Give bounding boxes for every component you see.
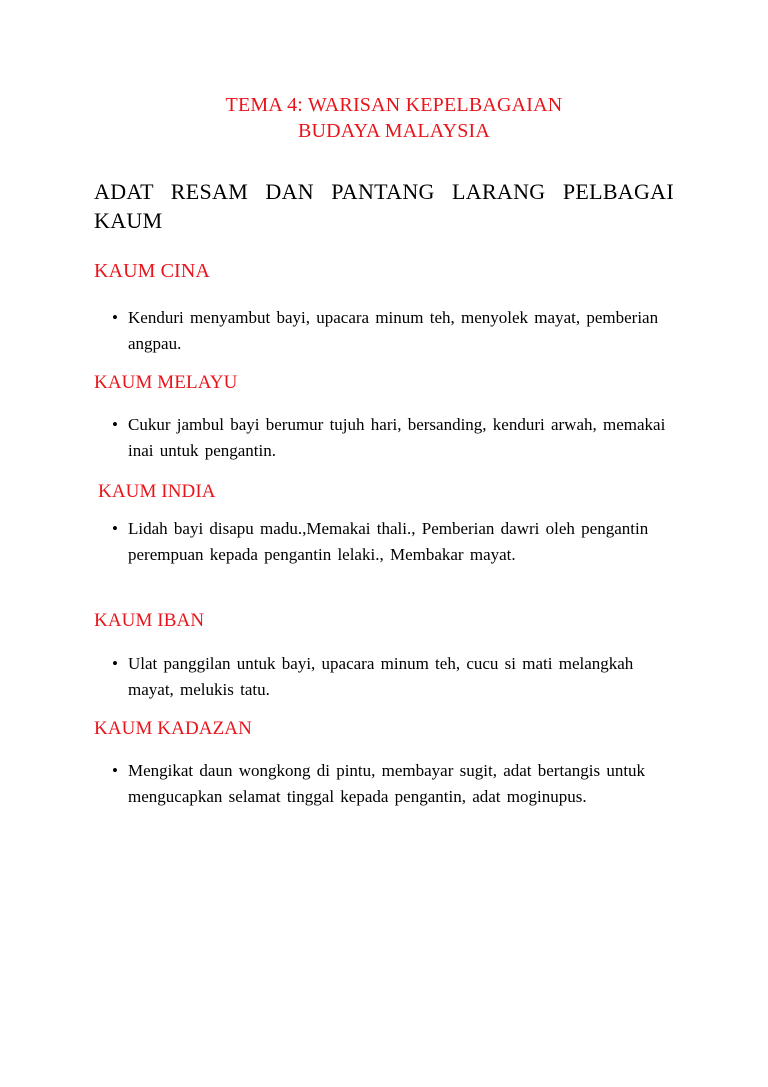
bullet-item-kaum-india [94, 516, 674, 568]
bullet-item-kaum-melayu [94, 412, 674, 464]
bullet-dot: • [112, 415, 118, 434]
bullet-dot: • [112, 308, 118, 327]
bullet-item-kaum-cina [94, 305, 674, 357]
section-heading-kaum-cina: KAUM CINA [94, 260, 210, 282]
bullet-dot: • [112, 761, 118, 780]
title-line-1: TEMA 4: WARISAN KEPELBAGAIAN [225, 94, 563, 116]
bullet-item-kaum-kadazan [94, 758, 674, 810]
bullet-item-kaum-iban [94, 651, 674, 703]
document-subheading: ADAT RESAM DAN PANTANG LARANG PELBAGAI KAUM [94, 179, 674, 233]
bullet-dot: • [112, 654, 118, 673]
bullet-dot: • [112, 519, 118, 538]
section-heading-kaum-iban: KAUM IBAN [94, 610, 205, 631]
document-title [0, 92, 768, 144]
section-heading-kaum-melayu: KAUM MELAYU [94, 372, 238, 393]
bullet-text: Kenduri menyambut bayi, upacara minum teh, menyolek mayat, pemberian angpau. [128, 308, 659, 353]
section-heading-kaum-india: KAUM INDIA [98, 481, 216, 502]
title-line-2: BUDAYA MALAYSIA [297, 120, 491, 142]
section-heading-kaum-kadazan: KAUM KADAZAN [94, 718, 252, 739]
bullet-text: Lidah bayi disapu madu.,Memakai thali., Pemberian dawri oleh pengantin perempuan kepada pengantin lelaki., Membakar mayat. [128, 519, 649, 564]
bullet-text: Mengikat daun wongkong di pintu, membayar sugit, adat bertangis untuk mengucapkan selamat tinggal kepada pengantin, adat moginupus. [128, 761, 646, 806]
bullet-text: Cukur jambul bayi berumur tujuh hari, bersanding, kenduri arwah, memakai inai untuk pengantin. [128, 415, 666, 460]
bullet-text: Ulat panggilan untuk bayi, upacara minum teh, cucu si mati melangkah mayat, melukis tatu. [128, 654, 634, 699]
